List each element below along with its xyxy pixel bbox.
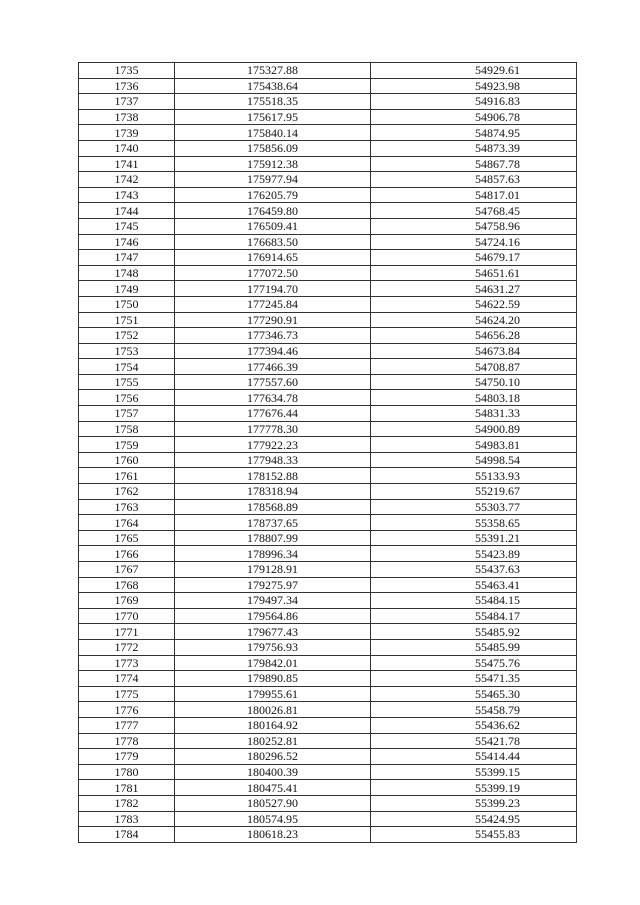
y-coordinate-cell: 55463.41	[371, 577, 577, 593]
table-row	[79, 671, 577, 687]
y-coordinate-cell: 55391.21	[371, 530, 577, 546]
point-id-cell: 1768	[79, 577, 175, 593]
y-coordinate-cell: 54916.83	[371, 94, 577, 110]
x-coordinate-cell: 175518.35	[175, 94, 371, 110]
table-row	[79, 359, 577, 375]
point-id-cell: 1767	[79, 562, 175, 578]
point-id-cell: 1750	[79, 296, 175, 312]
point-id-cell: 1781	[79, 780, 175, 796]
y-coordinate-cell: 55471.35	[371, 671, 577, 687]
point-id-cell: 1743	[79, 187, 175, 203]
point-id-cell: 1758	[79, 421, 175, 437]
y-coordinate-cell: 54803.18	[371, 390, 577, 406]
table-row	[79, 515, 577, 531]
x-coordinate-cell: 176914.65	[175, 250, 371, 266]
x-coordinate-cell: 177346.73	[175, 328, 371, 344]
x-coordinate-cell: 175856.09	[175, 140, 371, 156]
point-id-cell: 1744	[79, 203, 175, 219]
point-id-cell: 1751	[79, 312, 175, 328]
y-coordinate-cell: 54750.10	[371, 374, 577, 390]
point-id-cell: 1777	[79, 717, 175, 733]
y-coordinate-cell: 54708.87	[371, 359, 577, 375]
table-row	[79, 312, 577, 328]
point-id-cell: 1780	[79, 764, 175, 780]
y-coordinate-cell: 54874.95	[371, 125, 577, 141]
point-id-cell: 1747	[79, 250, 175, 266]
x-coordinate-cell: 178568.89	[175, 499, 371, 515]
table-row	[79, 717, 577, 733]
y-coordinate-cell: 55303.77	[371, 499, 577, 515]
x-coordinate-cell: 180252.81	[175, 733, 371, 749]
x-coordinate-cell: 179842.01	[175, 655, 371, 671]
x-coordinate-cell: 178318.94	[175, 484, 371, 500]
point-id-cell: 1740	[79, 140, 175, 156]
table-row	[79, 593, 577, 609]
table-row	[79, 499, 577, 515]
x-coordinate-cell: 180164.92	[175, 717, 371, 733]
y-coordinate-cell: 55437.63	[371, 562, 577, 578]
table-row	[79, 265, 577, 281]
table-row	[79, 546, 577, 562]
y-coordinate-cell: 55399.19	[371, 780, 577, 796]
y-coordinate-cell: 55358.65	[371, 515, 577, 531]
table-row	[79, 109, 577, 125]
table-row	[79, 437, 577, 453]
x-coordinate-cell: 177245.84	[175, 296, 371, 312]
point-id-cell: 1749	[79, 281, 175, 297]
table-row	[79, 390, 577, 406]
table-row	[79, 203, 577, 219]
coordinate-table	[78, 62, 577, 843]
x-coordinate-cell: 179564.86	[175, 608, 371, 624]
coordinate-table-page	[78, 62, 576, 843]
x-coordinate-cell: 175327.88	[175, 63, 371, 79]
y-coordinate-cell: 54724.16	[371, 234, 577, 250]
point-id-cell: 1775	[79, 686, 175, 702]
table-row	[79, 562, 577, 578]
x-coordinate-cell: 179955.61	[175, 686, 371, 702]
y-coordinate-cell: 54867.78	[371, 156, 577, 172]
point-id-cell: 1759	[79, 437, 175, 453]
y-coordinate-cell: 55399.15	[371, 764, 577, 780]
y-coordinate-cell: 54900.89	[371, 421, 577, 437]
point-id-cell: 1735	[79, 63, 175, 79]
y-coordinate-cell: 54656.28	[371, 328, 577, 344]
table-row	[79, 733, 577, 749]
y-coordinate-cell: 54673.84	[371, 343, 577, 359]
x-coordinate-cell: 178807.99	[175, 530, 371, 546]
table-row	[79, 406, 577, 422]
y-coordinate-cell: 54631.27	[371, 281, 577, 297]
y-coordinate-cell: 54622.59	[371, 296, 577, 312]
point-id-cell: 1739	[79, 125, 175, 141]
point-id-cell: 1763	[79, 499, 175, 515]
table-row	[79, 63, 577, 79]
table-row	[79, 655, 577, 671]
y-coordinate-cell: 54857.63	[371, 172, 577, 188]
y-coordinate-cell: 55475.76	[371, 655, 577, 671]
table-row	[79, 780, 577, 796]
point-id-cell: 1765	[79, 530, 175, 546]
y-coordinate-cell: 54624.20	[371, 312, 577, 328]
table-row	[79, 624, 577, 640]
point-id-cell: 1784	[79, 827, 175, 843]
table-row	[79, 421, 577, 437]
table-row	[79, 187, 577, 203]
point-id-cell: 1738	[79, 109, 175, 125]
x-coordinate-cell: 176459.80	[175, 203, 371, 219]
point-id-cell: 1771	[79, 624, 175, 640]
x-coordinate-cell: 178996.34	[175, 546, 371, 562]
table-row	[79, 639, 577, 655]
point-id-cell: 1773	[79, 655, 175, 671]
table-row	[79, 577, 577, 593]
y-coordinate-cell: 55436.62	[371, 717, 577, 733]
table-row	[79, 811, 577, 827]
y-coordinate-cell: 55485.92	[371, 624, 577, 640]
x-coordinate-cell: 179497.34	[175, 593, 371, 609]
x-coordinate-cell: 176683.50	[175, 234, 371, 250]
x-coordinate-cell: 175840.14	[175, 125, 371, 141]
x-coordinate-cell: 177922.23	[175, 437, 371, 453]
y-coordinate-cell: 55455.83	[371, 827, 577, 843]
y-coordinate-cell: 55424.95	[371, 811, 577, 827]
y-coordinate-cell: 55421.78	[371, 733, 577, 749]
point-id-cell: 1745	[79, 218, 175, 234]
y-coordinate-cell: 54983.81	[371, 437, 577, 453]
x-coordinate-cell: 177676.44	[175, 406, 371, 422]
table-row	[79, 328, 577, 344]
y-coordinate-cell: 54998.54	[371, 452, 577, 468]
y-coordinate-cell: 55399.23	[371, 795, 577, 811]
table-row	[79, 281, 577, 297]
point-id-cell: 1762	[79, 484, 175, 500]
table-row	[79, 343, 577, 359]
x-coordinate-cell: 177290.91	[175, 312, 371, 328]
y-coordinate-cell: 54679.17	[371, 250, 577, 266]
point-id-cell: 1770	[79, 608, 175, 624]
table-row	[79, 140, 577, 156]
table-row	[79, 749, 577, 765]
table-row	[79, 218, 577, 234]
point-id-cell: 1772	[79, 639, 175, 655]
point-id-cell: 1746	[79, 234, 175, 250]
y-coordinate-cell: 55133.93	[371, 468, 577, 484]
table-row	[79, 452, 577, 468]
x-coordinate-cell: 179275.97	[175, 577, 371, 593]
x-coordinate-cell: 177394.46	[175, 343, 371, 359]
table-row	[79, 795, 577, 811]
x-coordinate-cell: 176205.79	[175, 187, 371, 203]
table-row	[79, 468, 577, 484]
y-coordinate-cell: 55484.15	[371, 593, 577, 609]
table-row	[79, 234, 577, 250]
x-coordinate-cell: 177072.50	[175, 265, 371, 281]
x-coordinate-cell: 180618.23	[175, 827, 371, 843]
point-id-cell: 1783	[79, 811, 175, 827]
x-coordinate-cell: 175912.38	[175, 156, 371, 172]
table-row	[79, 374, 577, 390]
x-coordinate-cell: 178152.88	[175, 468, 371, 484]
x-coordinate-cell: 175977.94	[175, 172, 371, 188]
x-coordinate-cell: 177466.39	[175, 359, 371, 375]
table-row	[79, 125, 577, 141]
x-coordinate-cell: 177194.70	[175, 281, 371, 297]
point-id-cell: 1761	[79, 468, 175, 484]
x-coordinate-cell: 177557.60	[175, 374, 371, 390]
table-row	[79, 702, 577, 718]
table-row	[79, 172, 577, 188]
x-coordinate-cell: 180475.41	[175, 780, 371, 796]
y-coordinate-cell: 55219.67	[371, 484, 577, 500]
table-row	[79, 78, 577, 94]
y-coordinate-cell: 54929.61	[371, 63, 577, 79]
table-row	[79, 764, 577, 780]
table-row	[79, 530, 577, 546]
table-row	[79, 484, 577, 500]
x-coordinate-cell: 176509.41	[175, 218, 371, 234]
y-coordinate-cell: 54906.78	[371, 109, 577, 125]
point-id-cell: 1736	[79, 78, 175, 94]
table-row	[79, 296, 577, 312]
y-coordinate-cell: 55414.44	[371, 749, 577, 765]
table-row	[79, 156, 577, 172]
x-coordinate-cell: 177778.30	[175, 421, 371, 437]
y-coordinate-cell: 55485.99	[371, 639, 577, 655]
y-coordinate-cell: 54817.01	[371, 187, 577, 203]
y-coordinate-cell: 55465.30	[371, 686, 577, 702]
y-coordinate-cell: 54923.98	[371, 78, 577, 94]
x-coordinate-cell: 180574.95	[175, 811, 371, 827]
point-id-cell: 1754	[79, 359, 175, 375]
point-id-cell: 1757	[79, 406, 175, 422]
x-coordinate-cell: 179128.91	[175, 562, 371, 578]
point-id-cell: 1779	[79, 749, 175, 765]
x-coordinate-cell: 180296.52	[175, 749, 371, 765]
point-id-cell: 1764	[79, 515, 175, 531]
x-coordinate-cell: 180527.90	[175, 795, 371, 811]
y-coordinate-cell: 55484.17	[371, 608, 577, 624]
point-id-cell: 1748	[79, 265, 175, 281]
point-id-cell: 1737	[79, 94, 175, 110]
x-coordinate-cell: 175617.95	[175, 109, 371, 125]
y-coordinate-cell: 55423.89	[371, 546, 577, 562]
x-coordinate-cell: 177948.33	[175, 452, 371, 468]
point-id-cell: 1742	[79, 172, 175, 188]
point-id-cell: 1782	[79, 795, 175, 811]
y-coordinate-cell: 55458.79	[371, 702, 577, 718]
table-row	[79, 94, 577, 110]
point-id-cell: 1756	[79, 390, 175, 406]
table-row	[79, 686, 577, 702]
y-coordinate-cell: 54758.96	[371, 218, 577, 234]
x-coordinate-cell: 175438.64	[175, 78, 371, 94]
point-id-cell: 1760	[79, 452, 175, 468]
x-coordinate-cell: 178737.65	[175, 515, 371, 531]
point-id-cell: 1755	[79, 374, 175, 390]
y-coordinate-cell: 54651.61	[371, 265, 577, 281]
x-coordinate-cell: 180026.81	[175, 702, 371, 718]
y-coordinate-cell: 54831.33	[371, 406, 577, 422]
table-row	[79, 250, 577, 266]
point-id-cell: 1741	[79, 156, 175, 172]
point-id-cell: 1776	[79, 702, 175, 718]
x-coordinate-cell: 177634.78	[175, 390, 371, 406]
point-id-cell: 1769	[79, 593, 175, 609]
point-id-cell: 1778	[79, 733, 175, 749]
point-id-cell: 1774	[79, 671, 175, 687]
x-coordinate-cell: 179890.85	[175, 671, 371, 687]
point-id-cell: 1766	[79, 546, 175, 562]
x-coordinate-cell: 180400.39	[175, 764, 371, 780]
y-coordinate-cell: 54873.39	[371, 140, 577, 156]
table-row	[79, 827, 577, 843]
x-coordinate-cell: 179756.93	[175, 639, 371, 655]
point-id-cell: 1752	[79, 328, 175, 344]
point-id-cell: 1753	[79, 343, 175, 359]
coordinate-table-body	[79, 63, 577, 843]
y-coordinate-cell: 54768.45	[371, 203, 577, 219]
x-coordinate-cell: 179677.43	[175, 624, 371, 640]
table-row	[79, 608, 577, 624]
